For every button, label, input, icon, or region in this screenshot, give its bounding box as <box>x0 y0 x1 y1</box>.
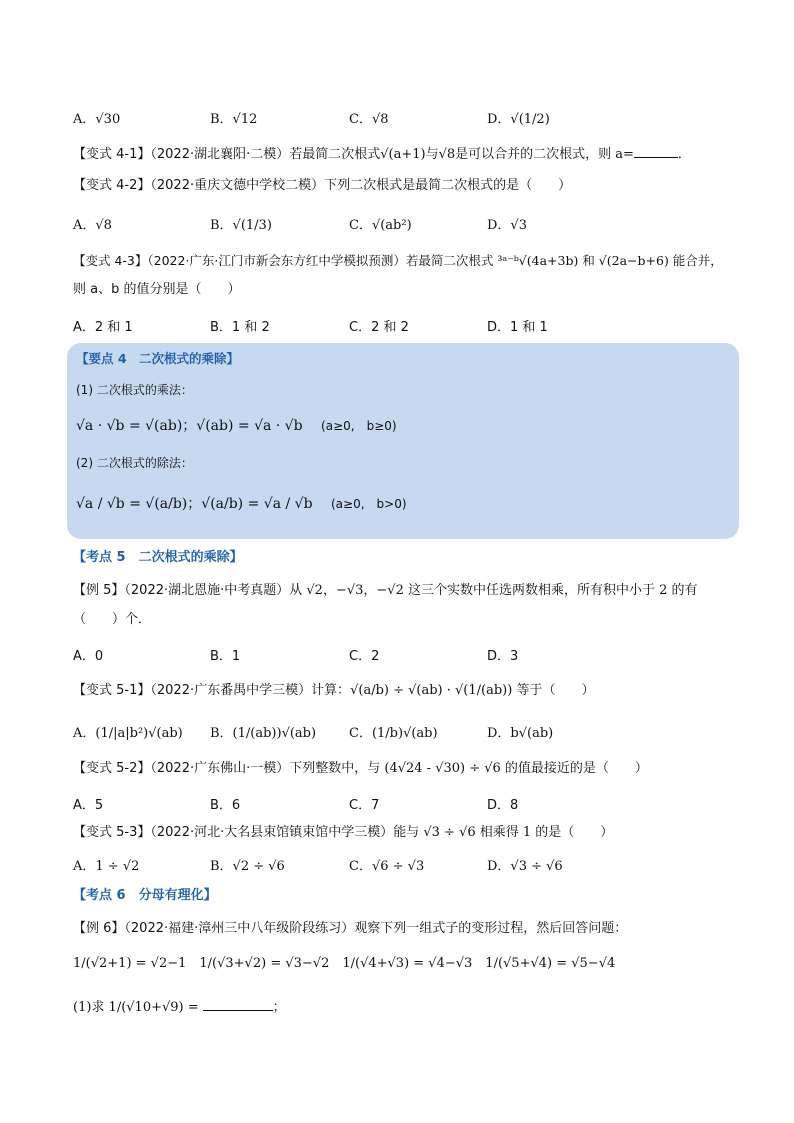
question-tag: 【变式 5-3】 <box>73 825 151 840</box>
option-d: D．√(1/2) <box>487 112 550 127</box>
question-tag: 【例 6】 <box>73 921 125 936</box>
option-b: B．(1/(ab))√(ab) <box>210 726 317 741</box>
example-6 <box>73 920 627 938</box>
div-formula-text: √a / √b = √(a/b)；√(a/b) = √a / √b <box>76 496 313 512</box>
option-b: B．1 和 2 <box>210 320 270 335</box>
variant-5-3 <box>73 824 613 842</box>
question-tag: 【变式 4-3】 <box>73 253 148 268</box>
question-end: ； <box>272 1000 286 1015</box>
example-5-cont <box>73 611 151 629</box>
box-title: 【要点 4 二次根式的乘除】 <box>76 351 240 366</box>
option-d: D．8 <box>487 798 519 813</box>
question-source: （2022·福建·漳州三中八年级阶段练习） <box>124 921 355 936</box>
question-source: （2022·广东·江门市新会东方红中学模拟预测） <box>147 253 406 268</box>
option-c: C．√6 ÷ √3 <box>349 859 425 874</box>
option-b: B．√(1/3) <box>210 218 272 233</box>
div-label: (2) 二次根式的除法： <box>76 456 193 470</box>
question-text-2: 则 a、b 的值分别是（ ） <box>73 282 241 297</box>
question-1 <box>73 998 286 1017</box>
question-text-2: （ ）个． <box>73 612 152 627</box>
option-c: C．2 和 2 <box>349 320 409 335</box>
v52-options <box>73 794 753 812</box>
option-d: D．b√(ab) <box>487 726 554 741</box>
question-tag: 【变式 5-1】 <box>73 683 151 698</box>
ex5-options <box>73 645 753 663</box>
question-label: (1)求 1/(√10+√9) = <box>73 1000 199 1015</box>
div-formula <box>76 493 407 513</box>
option-c: C．2 <box>349 649 380 664</box>
option-a: A．2 和 1 <box>73 320 133 335</box>
div-condition: (a≥0, b>0) <box>331 497 407 511</box>
option-a: A．5 <box>73 798 104 813</box>
option-d: D．√3 <box>487 218 527 233</box>
option-c: C．(1/b)√(ab) <box>349 726 438 741</box>
option-b: B．√12 <box>210 112 258 127</box>
option-a: A．√30 <box>73 112 121 127</box>
question-end: ． <box>677 147 691 162</box>
option-a: A．0 <box>73 649 104 664</box>
variant-5-2 <box>73 760 648 778</box>
section-5-title: 【考点 5 二次根式的乘除】 <box>73 550 243 565</box>
option-d: D．√3 ÷ √6 <box>487 859 563 874</box>
option-c: C．7 <box>349 798 380 813</box>
option-a: A．1 ÷ √2 <box>73 859 140 874</box>
option-c: C．√(ab²) <box>349 218 412 233</box>
section-6-title: 【考点 6 分母有理化】 <box>73 888 217 903</box>
question-tag: 【例 5】 <box>73 583 125 598</box>
option-b: B．√2 ÷ √6 <box>210 859 285 874</box>
mult-label: (1) 二次根式的乘法： <box>76 383 193 397</box>
key-point-box <box>67 343 739 539</box>
question-tag: 【变式 5-2】 <box>73 761 151 776</box>
example-5 <box>73 582 698 600</box>
question-source: （2022·河北·大名县束馆镇束馆中学三模） <box>150 825 394 840</box>
question-text: 观察下列一组式子的变形过程，然后回答问题： <box>354 921 628 936</box>
v43-options <box>73 316 753 334</box>
example-6-formulas: 1/(√2+1) = √2−1 1/(√3+√2) = √3−√2 1/(√4+√3) = √4−√3 1/(√5+√4) = √5−√4 <box>73 956 616 971</box>
option-b: B．6 <box>210 798 241 813</box>
question-text: 计算：√(a/b) ÷ √(ab) · √(1/(ab)) 等于（ ） <box>311 683 595 698</box>
q4-options <box>73 108 753 126</box>
v51-options <box>73 722 753 740</box>
question-source: （2022·广东番禺中学三模） <box>150 683 312 698</box>
mult-condition: (a≥0, b≥0) <box>321 419 397 433</box>
option-a: A．√8 <box>73 218 112 233</box>
question-text: 下列二次根式是最简二次根式的是（ ） <box>324 178 572 193</box>
option-b: B．1 <box>210 649 241 664</box>
v42-options <box>73 214 753 232</box>
question-text: 下列整数中，与 (4√24 - √30) ÷ √6 的值最接近的是（ ） <box>289 761 648 776</box>
variant-5-1 <box>73 682 594 700</box>
question-text: 若最简二次根式 ³ᵃ⁻ᵇ√(4a+3b) 和 √(2a−b+6) 能合并， <box>405 253 723 268</box>
question-text: 若最简二次根式√(a+1)与√8是可以合并的二次根式，则 a= <box>289 147 634 162</box>
answer-blank[interactable] <box>203 998 273 1011</box>
question-source: （2022·广东佛山·一模） <box>150 761 290 776</box>
variant-4-3-cont <box>73 281 240 299</box>
option-a: A．(1/|a|b²)√(ab) <box>73 726 183 741</box>
option-d: D．3 <box>487 649 519 664</box>
question-source: （2022·湖北恩施·中考真题） <box>124 583 290 598</box>
question-tag: 【变式 4-1】 <box>73 147 151 162</box>
variant-4-1 <box>73 145 691 164</box>
option-c: C．√8 <box>349 112 389 127</box>
variant-4-2 <box>73 177 571 195</box>
question-source: （2022·湖北襄阳·二模） <box>150 147 290 162</box>
question-text: 能与 √3 ÷ √6 相乘得 1 的是（ ） <box>393 825 614 840</box>
question-tag: 【变式 4-2】 <box>73 178 151 193</box>
mult-formula-text: √a · √b = √(ab)；√(ab) = √a · √b <box>76 418 303 434</box>
mult-formula <box>76 415 397 435</box>
variant-4-3 <box>73 252 723 270</box>
answer-blank[interactable] <box>634 145 678 158</box>
option-d: D．1 和 1 <box>487 320 548 335</box>
question-text: 从 √2，−√3，−√2 这三个实数中任选两数相乘，所有积中小于 2 的有 <box>289 583 698 598</box>
question-source: （2022·重庆文德中学校二模） <box>150 178 325 193</box>
v53-options <box>73 855 753 873</box>
